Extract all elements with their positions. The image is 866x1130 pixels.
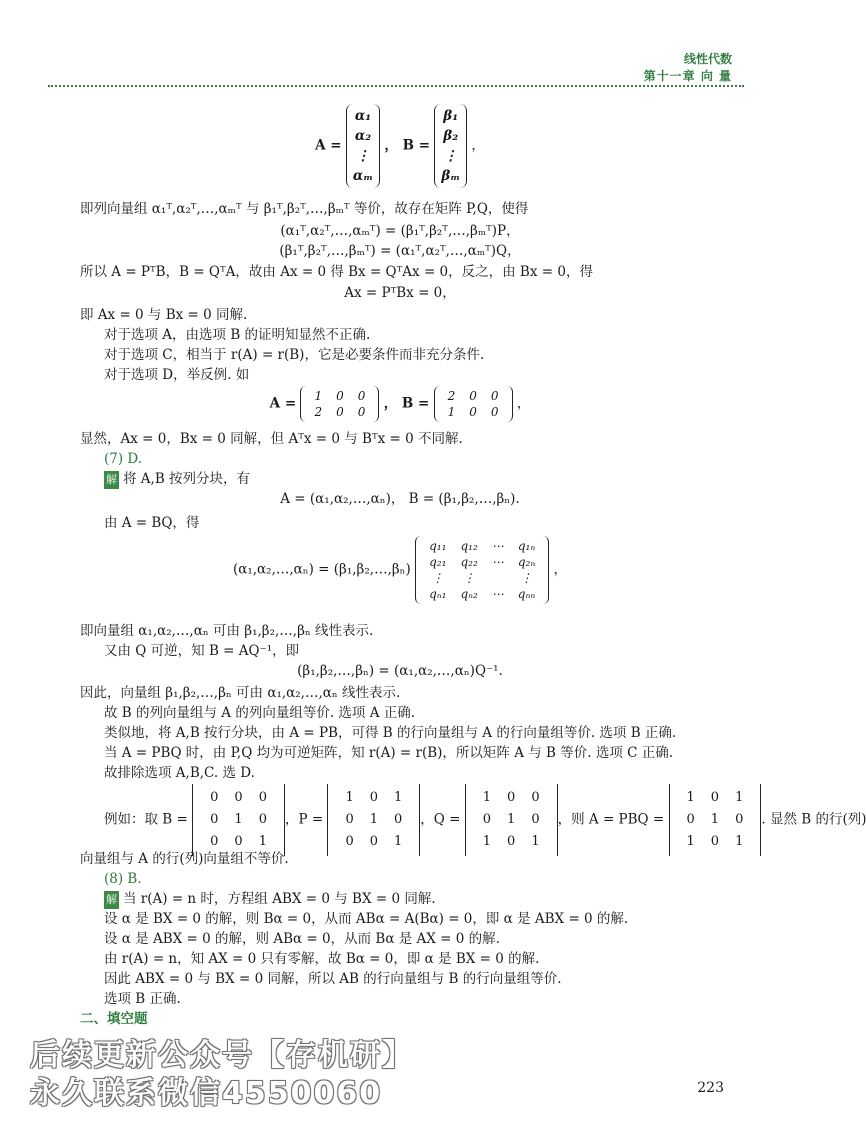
answer-8: (8) B. xyxy=(104,871,142,887)
matrix-Q-3x3: 1 0 0 0 1 0 1 0 1 xyxy=(465,784,558,856)
column-vector-B: β₁ β₂ ⋮ βₘ xyxy=(434,104,467,188)
text-line: 由 A = BQ，得 xyxy=(104,515,200,531)
text-line: 设 α 是 BX = 0 的解，则 Bα = 0，从而 ABα = A(Bα) = 0，即 α 是 ABX = 0 的解. xyxy=(104,911,629,927)
matrix-A-example: 1 0 0 2 0 0 xyxy=(300,386,379,422)
equation-A-B-columns: A = α₁ α₂ ⋮ αₘ ， B = β₁ β₂ ⋮ βₘ ， xyxy=(0,104,800,188)
text-line: 即列向量组 α₁ᵀ,α₂ᵀ,…,αₘᵀ 与 β₁ᵀ,β₂ᵀ,…,βₘᵀ 等价，故存在矩阵 P,Q，使得 xyxy=(80,201,529,217)
solution-line: 解 将 A,B 按列分块，有 xyxy=(106,471,251,487)
text-line: 即 Ax = 0 与 Bx = 0 同解. xyxy=(80,307,248,323)
equation-line: (α₁ᵀ,α₂ᵀ,…,αₘᵀ) = (β₁ᵀ,β₂ᵀ,…,βₘᵀ)P， xyxy=(280,223,520,239)
text-line: 对于选项 A，由选项 B 的证明知显然不正确. xyxy=(104,327,371,343)
solution-badge: 解 xyxy=(104,891,119,909)
text-line: 所以 A = PᵀB，B = QᵀA，故由 Ax = 0 得 Bx = QᵀAx = 0，反之，由 Bx = 0，得 xyxy=(80,264,593,280)
matrix-P-3x3: 1 0 1 0 1 0 0 0 1 xyxy=(327,784,420,856)
equation-line: (β₁,β₂,…,βₙ) = (α₁,α₂,…,αₙ)Q⁻¹. xyxy=(297,663,503,679)
text-line: 显然，Ax = 0，Bx = 0 同解，但 Aᵀx = 0 与 Bᵀx = 0 不同解. xyxy=(80,431,463,447)
solution-line: 解 当 r(A) = n 时，方程组 ABX = 0 与 BX = 0 同解. xyxy=(106,891,436,907)
text-line: 类似地，将 A,B 按行分块，由 A = PB，可得 B 的行向量组与 A 的行向量组等价. 选项 B 正确. xyxy=(104,725,677,741)
text-line: 向量组与 A 的行(列)向量组不等价. xyxy=(80,851,289,867)
header-chapter: 第十一章 向 量 xyxy=(643,69,732,83)
text-line: 由 r(A) = n，知 AX = 0 只有零解，故 Bα = 0，即 α 是 BX = 0 的解. xyxy=(104,951,540,967)
header-divider xyxy=(48,85,744,87)
solution-badge: 解 xyxy=(104,471,119,489)
equation-line: Ax = PᵀBx = 0， xyxy=(344,285,456,301)
text-line: 因此，向量组 β₁,β₂,…,βₙ 可由 α₁,α₂,…,αₙ 线性表示. xyxy=(80,685,401,701)
equation-line: (β₁ᵀ,β₂ᵀ,…,βₘᵀ) = (α₁ᵀ,α₂ᵀ,…,αₘᵀ)Q， xyxy=(279,243,521,259)
matrix-B-example: 2 0 0 1 0 0 xyxy=(434,386,513,422)
text-line: 对于选项 C，相当于 r(A) = r(B)，它是必要条件而非充分条件. xyxy=(104,347,485,363)
text-line: 即向量组 α₁,α₂,…,αₙ 可由 β₁,β₂,…,βₙ 线性表示. xyxy=(80,623,374,639)
text-line: 故排除选项 A,B,C. 选 D. xyxy=(104,765,255,781)
equation-line: A = (α₁,α₂,…,αₙ)， B = (β₁,β₂,…,βₙ). xyxy=(280,491,520,507)
equation-matrix-Q: (α₁,α₂,…,αₙ) = (β₁,β₂,…,βₙ) q₁₁ q₁₂ ⋯ q₁ₙ q₂₁ q₂₂ ⋯ q₂ₙ ⋮ ⋮ ⋮ qₙ₁ qₙ₂ ⋯ qₙₙ ， xyxy=(0,536,800,604)
page-number: 223 xyxy=(697,1080,724,1096)
watermark-line-2: 永久联系微信4550060 xyxy=(30,1076,383,1111)
equation-example-matrices: 例如：取 B = 0 0 0 0 1 0 0 0 1 ，P = 1 0 1 0 1 0 0 0 1 ，Q = 1 0 0 0 1 0 1 0 1 ，则 A = PBQ = 1 0 1 0 1 0 1 0 1 . 显然 B 的行(列) xyxy=(104,784,866,856)
text-line: 对于选项 D，举反例. 如 xyxy=(104,367,250,383)
text-line: 当 A = PBQ 时，由 P,Q 均为可逆矩阵，知 r(A) = r(B)，所以矩阵 A 与 B 等价. 选项 C 正确. xyxy=(104,745,674,761)
matrix-Q: q₁₁ q₁₂ ⋯ q₁ₙ q₂₁ q₂₂ ⋯ q₂ₙ ⋮ ⋮ ⋮ qₙ₁ qₙ₂ ⋯ qₙₙ xyxy=(415,536,549,604)
header-book-title: 线性代数 xyxy=(683,52,732,66)
answer-7: (7) D. xyxy=(104,451,143,467)
text-line: 故 B 的列向量组与 A 的列向量组等价. 选项 A 正确. xyxy=(104,705,416,721)
text-line: 选项 B 正确. xyxy=(104,991,181,1007)
column-vector-A: α₁ α₂ ⋮ αₘ xyxy=(346,104,380,188)
text-line: 设 α 是 ABX = 0 的解，则 ABα = 0，从而 Bα 是 AX = 0 的解. xyxy=(104,931,500,947)
watermark-line-1: 后续更新公众号【存机研】 xyxy=(30,1038,414,1073)
text-line: 因此 ABX = 0 与 BX = 0 同解，所以 AB 的行向量组与 B 的行向量组等价. xyxy=(104,971,562,987)
text-line: 又由 Q 可逆，知 B = AQ⁻¹，即 xyxy=(104,643,300,659)
section-heading: 二、填空题 xyxy=(80,1011,148,1027)
equation-counterexample: A = 1 0 0 2 0 0 ， B = 2 0 0 1 0 0 ， xyxy=(0,386,800,422)
matrix-B-3x3: 0 0 0 0 1 0 0 0 1 xyxy=(192,784,285,856)
matrix-PBQ-3x3: 1 0 1 0 1 0 1 0 1 xyxy=(669,784,762,856)
